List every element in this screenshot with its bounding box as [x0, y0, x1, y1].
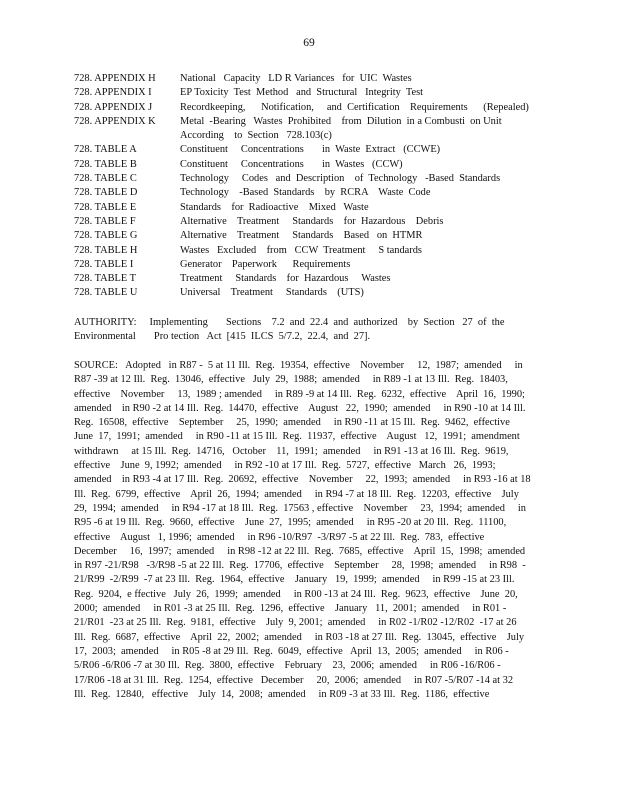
table-of-contents: [74, 72, 544, 301]
toc-entry-title: Treatment Standards for Hazardous Wastes: [180, 273, 391, 285]
toc-entry-title: National Capacity LD R Variances for UIC Wastes: [180, 73, 412, 84]
source-line: effective August 1, 1996; amended in R96 -10/R97 -3/R97 -5 at 22 Ill. Reg. 783, effective: [74, 531, 485, 543]
source-line: Ill. Reg. 6799, effective April 26, 1994; amended in R94 -7 at 18 Ill. Reg. 12203, effective July: [74, 488, 519, 500]
source-line: effective June 9, 1992; amended in R92 -10 at 17 Ill. Reg. 5727, effective March 26, 1993;: [74, 460, 496, 472]
toc-entry: [74, 286, 544, 300]
source-line: 17, 2003; amended in R05 -8 at 29 Ill. Reg. 6049, effective April 13, 2005; amended in R06 -: [74, 645, 509, 657]
toc-entry: [74, 143, 544, 157]
toc-entry-title: Universal Treatment Standards (UTS): [180, 287, 364, 299]
toc-entry: [74, 101, 544, 115]
authority-paragraph: AUTHORITY: Implementing Sections 7.2 and 22.4 and authorized by Section 27 of the Environmental Pro tection Act [415 ILCS 5/7.2, 22.4, and 27].: [74, 317, 505, 343]
source-line: effective November 13, 1989 ; amended in R89 -9 at 14 Ill. Reg. 6232, effective April 16, 1990;: [74, 388, 525, 400]
toc-entry-code: 728. TABLE E: [74, 201, 137, 213]
toc-entry: [74, 86, 544, 100]
toc-entry-title: Alternative Treatment Standards Based on HTMR: [180, 230, 423, 242]
source-line: in R97 -21/R98 -3/R98 -5 at 22 Ill. Reg. 17706, effective September 28, 1998; amended in R98 -: [74, 560, 526, 572]
source-line: Reg. 9204, e ffective July 26, 1999; amended in R00 -13 at 24 Ill. Reg. 9623, effective June 20,: [74, 588, 518, 600]
source-line: June 17, 1991; amended in R90 -11 at 15 Ill. Reg. 11937, effective August 12, 1991; amendment: [74, 431, 520, 443]
toc-entry-title: Standards for Radioactive Mixed Waste: [180, 201, 369, 213]
source-line: amended in R90 -2 at 14 Ill. Reg. 14470, effective August 22, 1990; amended in R90 -10 at 14 Ill.: [74, 402, 526, 414]
toc-entry: [74, 158, 544, 172]
toc-entry-code: 728. APPENDIX J: [74, 101, 153, 113]
toc-entry-code: 728. TABLE T: [74, 273, 136, 285]
toc-entry-title: Technology Codes and Description of Technology -Based Standards: [180, 173, 501, 185]
source-line: R87 -39 at 12 Ill. Reg. 13046, effective July 29, 1988; amended in R89 -1 at 13 Ill. Reg. 18403,: [74, 374, 508, 386]
toc-entry: [74, 258, 544, 272]
toc-entry-code: 728. APPENDIX I: [74, 87, 152, 99]
toc-entry: [74, 72, 544, 86]
toc-entry-title: Alternative Treatment Standards for Hazardous Debris: [180, 215, 444, 227]
source-line: Ill. Reg. 6687, effective April 22, 2002; amended in R03 -18 at 27 Ill. Reg. 13045, effective July: [74, 631, 525, 643]
toc-entry: [74, 272, 544, 286]
toc-entry: [74, 215, 544, 229]
toc-entry-code: 728. APPENDIX K: [74, 115, 156, 127]
toc-entry-code: 728. TABLE U: [74, 287, 138, 299]
source-line: 5/R06 -6/R06 -7 at 30 Ill. Reg. 3800, effective February 23, 2006; amended in R06 -16/R06 -: [74, 660, 501, 672]
toc-entry: [74, 229, 544, 243]
source-line: December 16, 1997; amended in R98 -12 at 22 Ill. Reg. 7685, effective April 15, 1998; amended: [74, 545, 526, 557]
toc-entry-code: 728. TABLE G: [74, 230, 138, 242]
toc-entry-code: 728. TABLE F: [74, 215, 136, 227]
toc-entry-title: Wastes Excluded from CCW Treatment S tandards: [180, 244, 422, 256]
source-line: 2000; amended in R01 -3 at 25 Ill. Reg. 1296, effective January 11, 2001; amended in R01 -: [74, 603, 507, 615]
toc-entry-code: 728. APPENDIX H: [74, 73, 156, 84]
toc-entry-title: Technology -Based Standards by RCRA Waste Code: [180, 187, 431, 199]
toc-entry: [74, 201, 544, 215]
toc-entry-code: 728. TABLE B: [74, 158, 137, 170]
toc-entry: [74, 172, 544, 186]
source-line: amended in R93 -4 at 17 Ill. Reg. 20692, effective November 22, 1993; amended in R93 -16 at 18: [74, 474, 531, 486]
toc-entry-title: Recordkeeping, Notification, and Certification Requirements (Repealed): [180, 101, 529, 113]
toc-entry-title: Constituent Concentrations in Waste Extract (CCWE): [180, 144, 441, 156]
toc-entry-title: EP Toxicity Test Method and Structural Integrity Test: [180, 87, 424, 99]
source-paragraph: [74, 359, 544, 702]
toc-entry: [74, 186, 544, 200]
source-line: 21/R99 -2/R99 -7 at 23 Ill. Reg. 1964, effective January 19, 1999; amended in R99 -15 at 23 Ill.: [74, 574, 515, 586]
toc-entry-code: 728. TABLE D: [74, 187, 138, 199]
source-line: 29, 1994; amended in R94 -17 at 18 Ill. Reg. 17563 , effective November 23, 1994; amended in: [74, 502, 527, 514]
source-line: SOURCE: Adopted in R87 - 5 at 11 Ill. Reg. 19354, effective November 12, 1987; amended in: [74, 360, 523, 371]
source-line: 21/R01 -23 at 25 Ill. Reg. 9181, effective July 9, 2001; amended in R02 -1/R02 -12/R02 -17 at 26: [74, 617, 517, 629]
toc-entry: [74, 115, 544, 144]
toc-entry-code: 728. TABLE A: [74, 144, 137, 156]
toc-entry-title: Constituent Concentrations in Wastes (CCW): [180, 158, 403, 170]
toc-entry-title: Metal -Bearing Wastes Prohibited from Dilution in a Combusti on Unit According to Section 728.103(c): [180, 115, 502, 142]
source-line: R95 -6 at 19 Ill. Reg. 9660, effective June 27, 1995; amended in R95 -20 at 20 Ill. Reg. 11100,: [74, 517, 507, 529]
toc-entry-code: 728. TABLE H: [74, 244, 138, 256]
source-line: withdrawn at 15 Ill. Reg. 14716, October 11, 1991; amended in R91 -13 at 16 Ill. Reg. 9619,: [74, 445, 509, 457]
toc-entry-code: 728. TABLE I: [74, 258, 134, 270]
source-line: 17/R06 -18 at 31 Ill. Reg. 1254, effective December 20, 2006; amended in R07 -5/R07 -14 at 32: [74, 674, 514, 686]
toc-entry: [74, 244, 544, 258]
source-line: Ill. Reg. 12840, effective July 14, 2008; amended in R09 -3 at 33 Ill. Reg. 1186, effective: [74, 688, 490, 700]
toc-entry-title: Generator Paperwork Requirements: [180, 258, 351, 270]
source-line: Reg. 16508, effective September 25, 1990; amended in R90 -11 at 15 Ill. Reg. 9462, effective: [74, 417, 510, 429]
page-number: 69: [303, 37, 315, 49]
toc-entry-code: 728. TABLE C: [74, 173, 137, 185]
